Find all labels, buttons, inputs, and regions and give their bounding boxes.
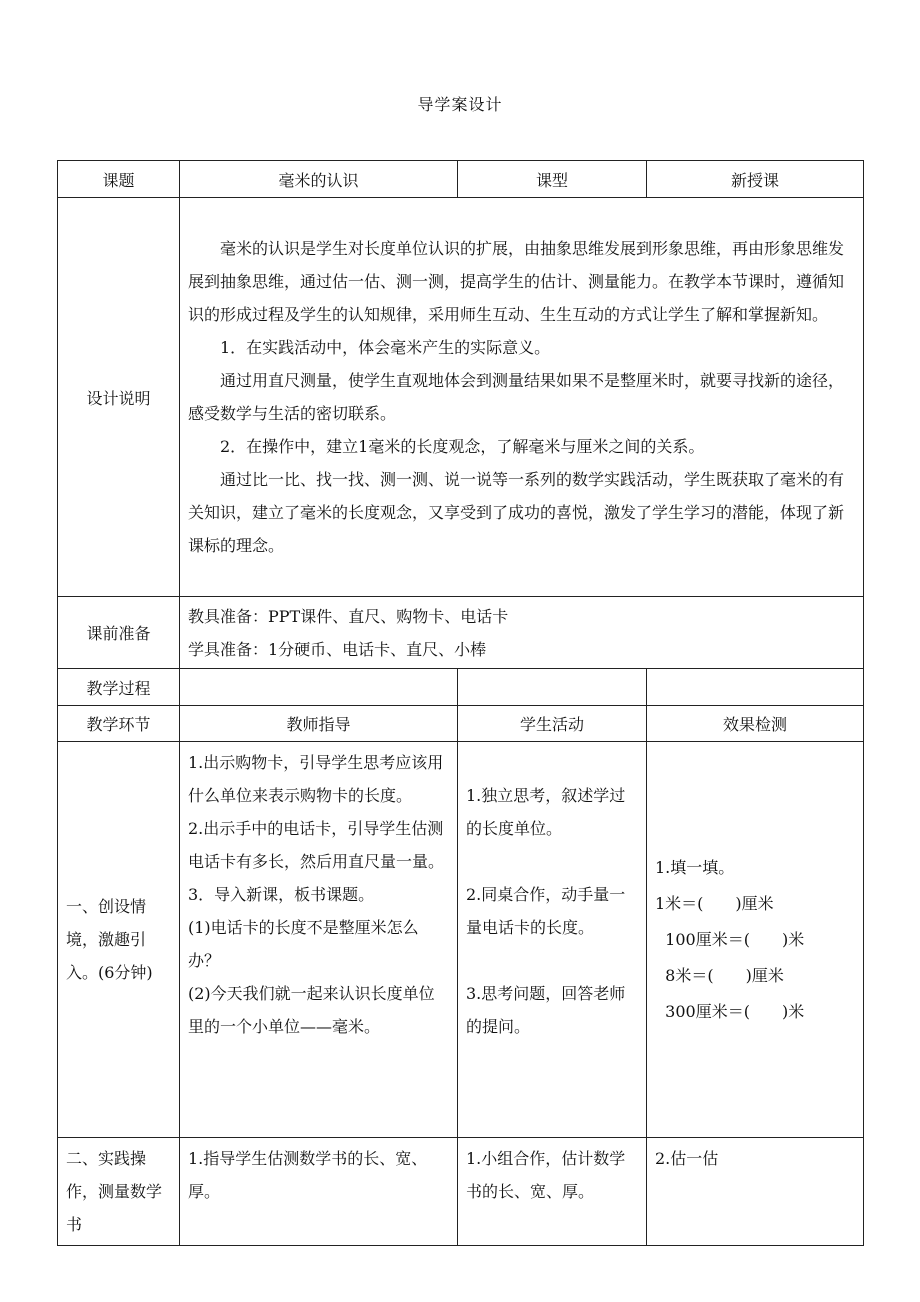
col-student-header: 学生活动 — [458, 706, 647, 742]
prep-label: 课前准备 — [58, 597, 180, 669]
process-row — [58, 669, 864, 706]
stage-name: 二、实践操作，测量数学书 — [58, 1138, 180, 1246]
design-content — [180, 198, 864, 597]
col-teacher-header: 教师指导 — [180, 706, 458, 742]
fill-blank-line: 100厘米＝( )米 — [655, 930, 805, 949]
empty-cell — [647, 669, 864, 706]
col-stage-header: 教学环节 — [58, 706, 180, 742]
design-paragraph: 1．在实践活动中，体会毫米产生的实际意义。 — [220, 338, 551, 357]
fill-blank-line: 1米＝( )厘米 — [655, 894, 774, 913]
empty-cell — [458, 669, 647, 706]
teacher-step: 2.出示手中的电话卡，引导学生估测电话卡有多长，然后用直尺量一量。 — [188, 819, 445, 871]
design-paragraph: 通过比一比、找一找、测一测、说一说等一系列的数学实践活动，学生既获取了毫米的有关知识，建立了毫米的长度观念，又享受到了成功的喜悦，激发了学生学习的潜能，体现了新课标的理念。 — [188, 470, 845, 555]
design-paragraph: 2．在操作中，建立1毫米的长度观念，了解毫米与厘米之间的关系。 — [220, 437, 705, 456]
header-row — [58, 161, 864, 198]
teacher-step: (2)今天我们就一起来认识长度单位里的一个小单位——毫米。 — [188, 984, 435, 1036]
lesson-plan-table — [57, 160, 864, 1246]
process-label: 教学过程 — [58, 669, 180, 706]
design-paragraph: 毫米的认识是学生对长度单位认识的扩展，由抽象思维发展到形象思维，再由形象思维发展到抽象思维，通过估一估、测一测，提高学生的估计、测量能力。在教学本节课时，遵循知识的形成过程及学生的认知规律，采用师生互动、生生互动的方式让学生了解和掌握新知。 — [188, 239, 845, 324]
design-label: 设计说明 — [58, 198, 180, 597]
fill-blank-line: 8米＝( )厘米 — [655, 966, 784, 985]
student-activity: 1.小组合作，估计数学书的长、宽、厚。 — [458, 1138, 647, 1246]
topic-label: 课题 — [58, 161, 180, 198]
prep-student-tools: 学具准备：1分硬币、电话卡、直尺、小棒 — [188, 639, 487, 659]
check-heading: 1.填一填。 — [655, 858, 735, 877]
design-paragraph: 通过用直尺测量，使学生直观地体会到测量结果如果不是整厘米时，就要寻找新的途径，感受数学与生活的密切联系。 — [188, 371, 845, 423]
type-value: 新授课 — [647, 161, 864, 198]
stage-name: 一、创设情境，激趣引入。(6分钟) — [58, 742, 180, 1138]
page-title: 导学案设计 — [417, 95, 503, 114]
prep-row — [58, 597, 864, 669]
empty-cell — [180, 669, 458, 706]
teacher-guidance — [180, 742, 458, 1138]
stage-row — [58, 742, 864, 1138]
teacher-step: (1)电话卡的长度不是整厘米怎么办？ — [188, 918, 419, 970]
col-check-header: 效果检测 — [647, 706, 864, 742]
prep-content — [180, 597, 864, 669]
teacher-step: 3．导入新课，板书课题。 — [188, 885, 375, 904]
student-step: 2.同桌合作，动手量一量电话卡的长度。 — [466, 885, 626, 937]
fill-blank-line: 300厘米＝( )米 — [655, 1002, 805, 1021]
type-label: 课型 — [458, 161, 647, 198]
effect-check: 2.估一估 — [647, 1138, 864, 1246]
student-activity — [458, 742, 647, 1138]
teacher-step: 1.出示购物卡，引导学生思考应该用什么单位来表示购物卡的长度。 — [188, 753, 444, 805]
prep-teacher-tools: 教具准备：PPT课件、直尺、购物卡、电话卡 — [188, 606, 509, 626]
column-header-row — [58, 706, 864, 742]
teacher-guidance: 1.指导学生估测数学书的长、宽、厚。 — [180, 1138, 458, 1246]
topic-value: 毫米的认识 — [180, 161, 458, 198]
student-step: 3.思考问题，回答老师的提问。 — [466, 984, 626, 1036]
student-step: 1.独立思考，叙述学过的长度单位。 — [466, 786, 626, 838]
effect-check — [647, 742, 864, 1138]
stage-row — [58, 1138, 864, 1246]
design-row — [58, 198, 864, 597]
